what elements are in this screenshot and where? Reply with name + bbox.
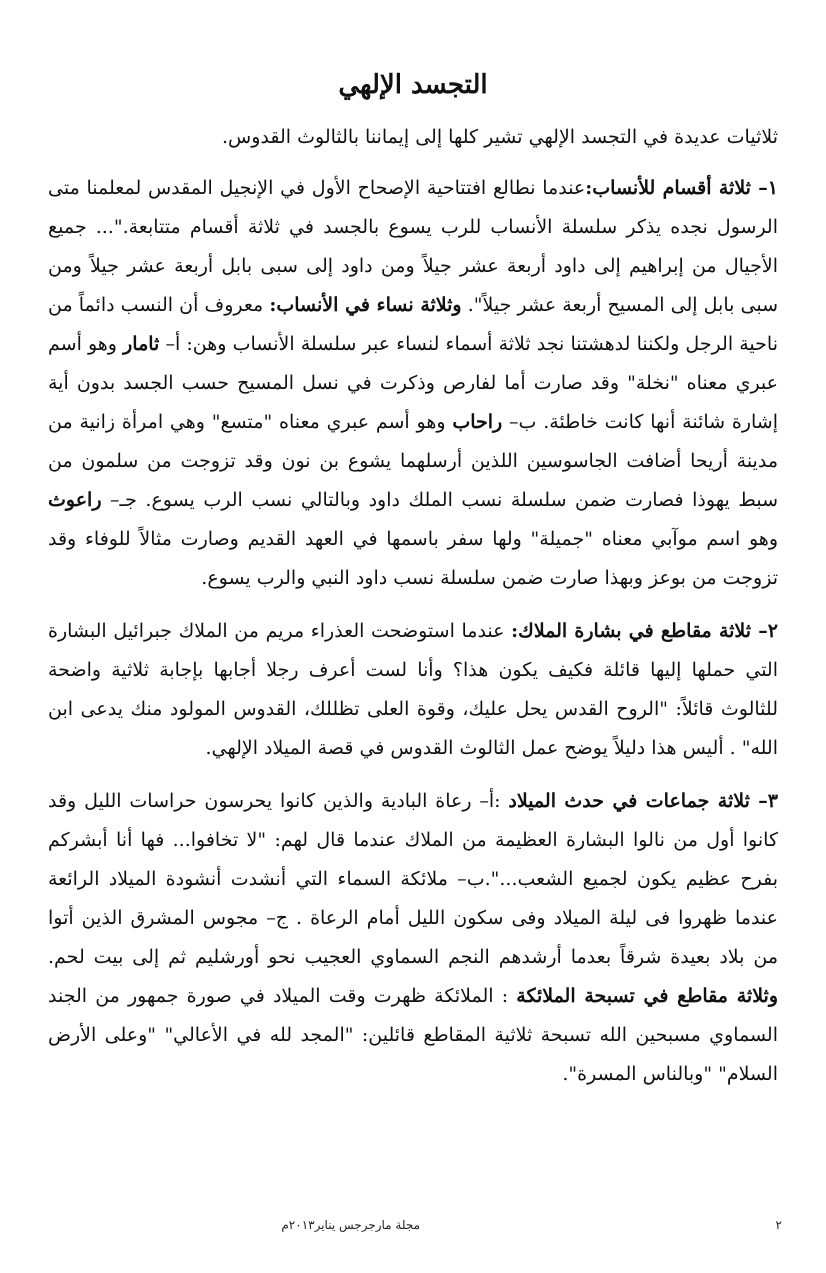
subsection-heading: وثلاثة مقاطع في تسبحة الملائكة xyxy=(516,985,778,1007)
subsection-heading: وثلاثة نساء في الأنساب: xyxy=(269,294,462,316)
section-text: معروف أن النسب دائماً من ناحية الرجل ولكننا لدهشتنا نجد ثلاثة أسماء لنساء عبر سلسلة الأنساب وهن: أ– xyxy=(48,294,778,355)
section-heading: ٣– ثلاثة جماعات في حدث الميلاد xyxy=(508,790,779,812)
section-text: :أ– رعاة البادية والذين كانوا يحرسون حراسات الليل وقد كانوا أول من نالوا البشارة العظيمة من الملاك عندما قال لهم: "لا تخافوا... فها أنا أبشركم بفرح عظيم يكون لجميع الشعب...".ب– ملائكة السماء التي أنشدت أنشودة الميلاد الرائعة عندما ظهروا فى ليلة الميلاد وفى سكون الليل أمام الرعاة . ج– مجوس المشرق الذين أتوا من بلاد بعيدة شرقاً بعدما أرشدهم النجم السماوي العجيب نحو أورشليم ثم إلى بيت لحم. xyxy=(48,790,778,968)
section-genealogy xyxy=(48,169,778,598)
section-heading: ١– ثلاثة أقسام للأنساب: xyxy=(585,177,778,199)
section-text: عندما استوضحت العذراء مريم من الملاك جبرائيل البشارة التي حملها إليها قائلة فكيف يكون هذا؟ وأنا لست أعرف رجلا أجابها بإجابة ثلاثية واضحة للثالوث قائلاً: "الروح القدس يحل عليك، وقوة العلى تظللك، القدوس المولود منك يدعى ابن الله" . أليس هذا دليلاً يوضح عمل الثالوث القدوس في قصة الميلاد الإلهي. xyxy=(48,620,778,759)
name-ruth: راعوث xyxy=(48,489,102,511)
name-tamar: ثامار xyxy=(123,333,160,355)
journal-name: مجلة مارجرجس يناير٢٠١٣م xyxy=(281,1218,420,1232)
section-annunciation xyxy=(48,612,778,768)
page-number: ٢ xyxy=(775,1218,782,1232)
name-rahab: راحاب xyxy=(452,411,503,433)
section-text: : الملائكة ظهرت وقت الميلاد في صورة جمهور من الجند السماوي مسبحين الله تسبحة ثلاثية المقاطع قائلين: "المجد لله في الأعالي" "وعلى الأرض السلام" "وبالناس المسرة". xyxy=(48,985,778,1085)
intro-paragraph: ثلاثيات عديدة في التجسد الإلهي تشير كلها إلى إيماننا بالثالوث القدوس. xyxy=(222,126,778,148)
document-page xyxy=(48,70,778,1108)
section-text: عندما نطالع افتتاحية الإصحاح الأول في الإنجيل المقدس لمعلمنا متى الرسول نجده يذكر سلسلة الأنساب للرب يسوع بالجسد في ثلاثة أقسام متتابعة."... جميع الأجيال من إبراهيم إلى داود أربعة عشر جيلاً ومن داود إلى سبى بابل أربعة عشر جيلاً ومن سبى بابل إلى المسيح أربعة عشر جيلاً". xyxy=(48,177,778,316)
page-title: التجسد الإلهي xyxy=(338,70,488,100)
section-text: وهو اسم موآبي معناه "جميلة" ولها سفر باسمها في العهد القديم وصارت مثالاً للوفاء وقد تزوجت من بوعز وبهذا صارت ضمن سلسلة نسب داود النبي والرب يسوع. xyxy=(48,528,778,589)
section-nativity xyxy=(48,782,778,1094)
section-text: وهو أسم عبري معناه "نخلة" وقد صارت أما لفارص وذكرت في نسل المسيح حسب الجسد بدون أية إشارة شائنة أنها كانت خاطئة. ب– xyxy=(48,333,778,433)
section-heading: ٢– ثلاثة مقاطع في بشارة الملاك: xyxy=(511,620,778,642)
section-text: وهو أسم عبري معناه "متسع" وهي امرأة زانية من مدينة أريحا أضافت الجاسوسين اللذين أرسلهما يشوع بن نون وقد تزوجت من سلمون من سبط يهوذا فصارت ضمن سلسلة نسب الملك داود وبالتالي نسب الرب يسوع. جـ– xyxy=(48,411,778,511)
